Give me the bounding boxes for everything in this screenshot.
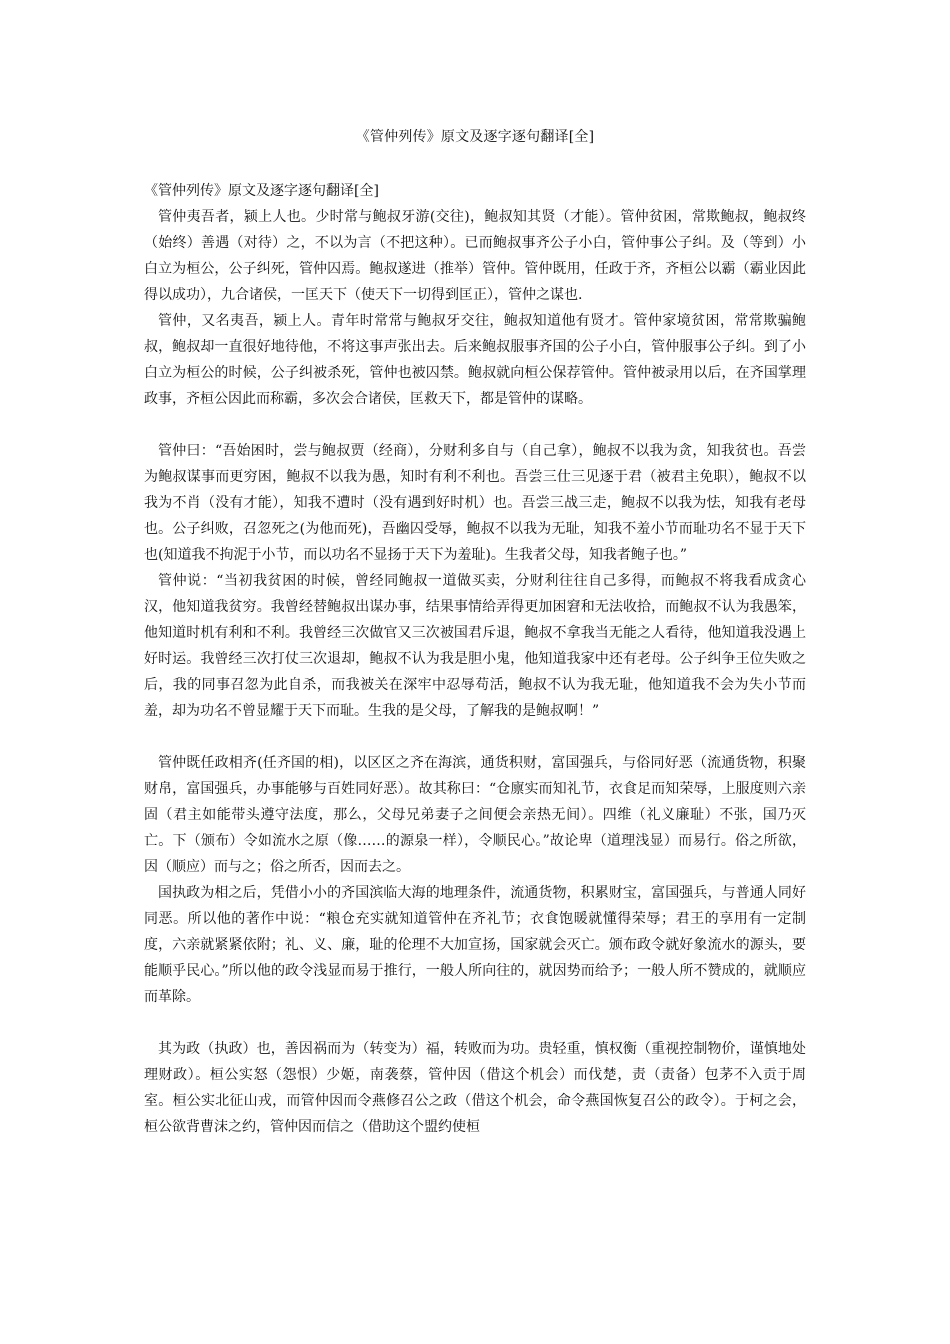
paragraph-original-2: 管仲曰：“吾始困时，尝与鲍叔贾（经商），分财利多自与（自己拿），鲍叔不以我为贪，知我贫也。吾尝为鲍叔谋事而更穷困，鲍叔不以我为愚，知时有利不利也。吾尝三仕三见逐于君（被君主免职），鲍叔不以我为不肖（没有才能），知我不遭时（没有遇到好时机）也。吾尝三战三走，鲍叔不以我为怯，知我有老母也。公子纠败，召忽死之(为他而死)，吾幽囚受辱，鲍叔不以我为无耻，知我不羞小节而耻功名不显于天下也(知道我不拘泥于小节，而以功名不显扬于天下为羞耻)。生我者父母，知我者鲍子也。” — [144, 443, 806, 563]
paragraph-gap — [144, 412, 806, 438]
paragraph-gap — [144, 1010, 806, 1036]
paragraph-translation-3: 国执政为相之后，凭借小小的齐国滨临大海的地理条件，流通货物，积累财宝，富国强兵，与普通人同好同恶。所以他的著作中说：“粮仓充实就知道管仲在齐礼节；衣食饱暖就懂得荣辱；君王的享用有一定制度，六亲就紧紧依附；礼、义、廉，耻的伦理不大加宣扬，国家就会灭亡。颁布政令就好象流水的源头，要能顺乎民心。”所以他的政令浅显而易于推行，一般人所向往的，就因势而给予；一般人所不赞成的，就顺应而革除。 — [144, 885, 806, 1005]
paragraph-gap — [144, 724, 806, 750]
document-subtitle: 《管仲列传》原文及逐字逐句翻译[全] — [144, 183, 379, 199]
paragraph-original-4: 其为政（执政）也，善因祸而为（转变为）福，转败而为功。贵轻重，慎权衡（重视控制物价，谨慎地处理财政）。桓公实怒（怨恨）少姬，南袭蔡，管仲因（借这个机会）而伐楚，责（责备）包茅不入贡于周室。桓公实北征山戎，而管仲因而令燕修召公之政（借这个机会，命令燕国恢复召公的政令）。于柯之会，桓公欲背曹沫之约，管仲因而信之（借助这个盟约使桓 — [144, 1041, 806, 1135]
paragraph-original-1: 管仲夷吾者，颍上人也。少时常与鲍叔牙游(交往)，鲍叔知其贤（才能）。管仲贫困，常欺鲍叔，鲍叔终（始终）善遇（对待）之，不以为言（不把这种）。已而鲍叔事齐公子小白，管仲事公子纠。及（等到）小白立为桓公，公子纠死，管仲囚焉。鲍叔遂进（推举）管仲。管仲既用，任政于齐，齐桓公以霸（霸业因此得以成功），九合诸侯，一匡天下（使天下一切得到匡正），管仲之谋也. — [144, 209, 806, 303]
document-title: 《管仲列传》原文及逐字逐句翻译[全] — [355, 129, 595, 145]
document-body — [144, 178, 806, 1140]
paragraph-original-3: 管仲既任政相齐(任齐国的相)，以区区之齐在海滨，通货积财，富国强兵，与俗同好恶（流通货物，积聚财帛，富国强兵，办事能够与百姓同好恶）。故其称曰：“仓廪实而知礼节，衣食足而知荣辱，上服度则六亲固（君主如能带头遵守法度，那么，父母兄弟妻子之间便会亲热无间）。四维（礼义廉耻）不张，国乃灭亡。下（颁布）令如流水之原（像……的源泉一样），令顺民心。”故论卑（道理浅显）而易行。俗之所欲，因（顺应）而与之；俗之所否，因而去之。 — [144, 755, 806, 875]
paragraph-translation-1: 管仲，又名夷吾，颍上人。青年时常常与鲍叔牙交往，鲍叔知道他有贤才。管仲家境贫困，常常欺骗鲍叔，鲍叔却一直很好地待他，不将这事声张出去。后来鲍叔服事齐国的公子小白，管仲服事公子纠。到了小白立为桓公的时候，公子纠被杀死，管仲也被囚禁。鲍叔就向桓公保荐管仲。管仲被录用以后，在齐国掌理政事，齐桓公因此而称霸，多次会合诸侯，匡救天下，都是管仲的谋略。 — [144, 313, 806, 407]
paragraph-translation-2: 管仲说：“当初我贫困的时候，曾经同鲍叔一道做买卖，分财利往往自己多得，而鲍叔不将我看成贪心汉，他知道我贫穷。我曾经替鲍叔出谋办事，结果事情给弄得更加困窘和无法收拾，而鲍叔不认为我愚笨，他知道时机有利和不利。我曾经三次做官又三次被国君斥退，鲍叔不拿我当无能之人看待，他知道我没遇上好时运。我曾经三次打仗三次退却，鲍叔不认为我是胆小鬼，他知道我家中还有老母。公子纠争王位失败之后，我的同事召忽为此自杀，而我被关在深牢中忍辱苟活，鲍叔不认为我无耻，他知道我不会为失小节而羞，却为功名不曾显耀于天下而耻。生我的是父母，了解我的是鲍叔啊！” — [144, 573, 806, 719]
